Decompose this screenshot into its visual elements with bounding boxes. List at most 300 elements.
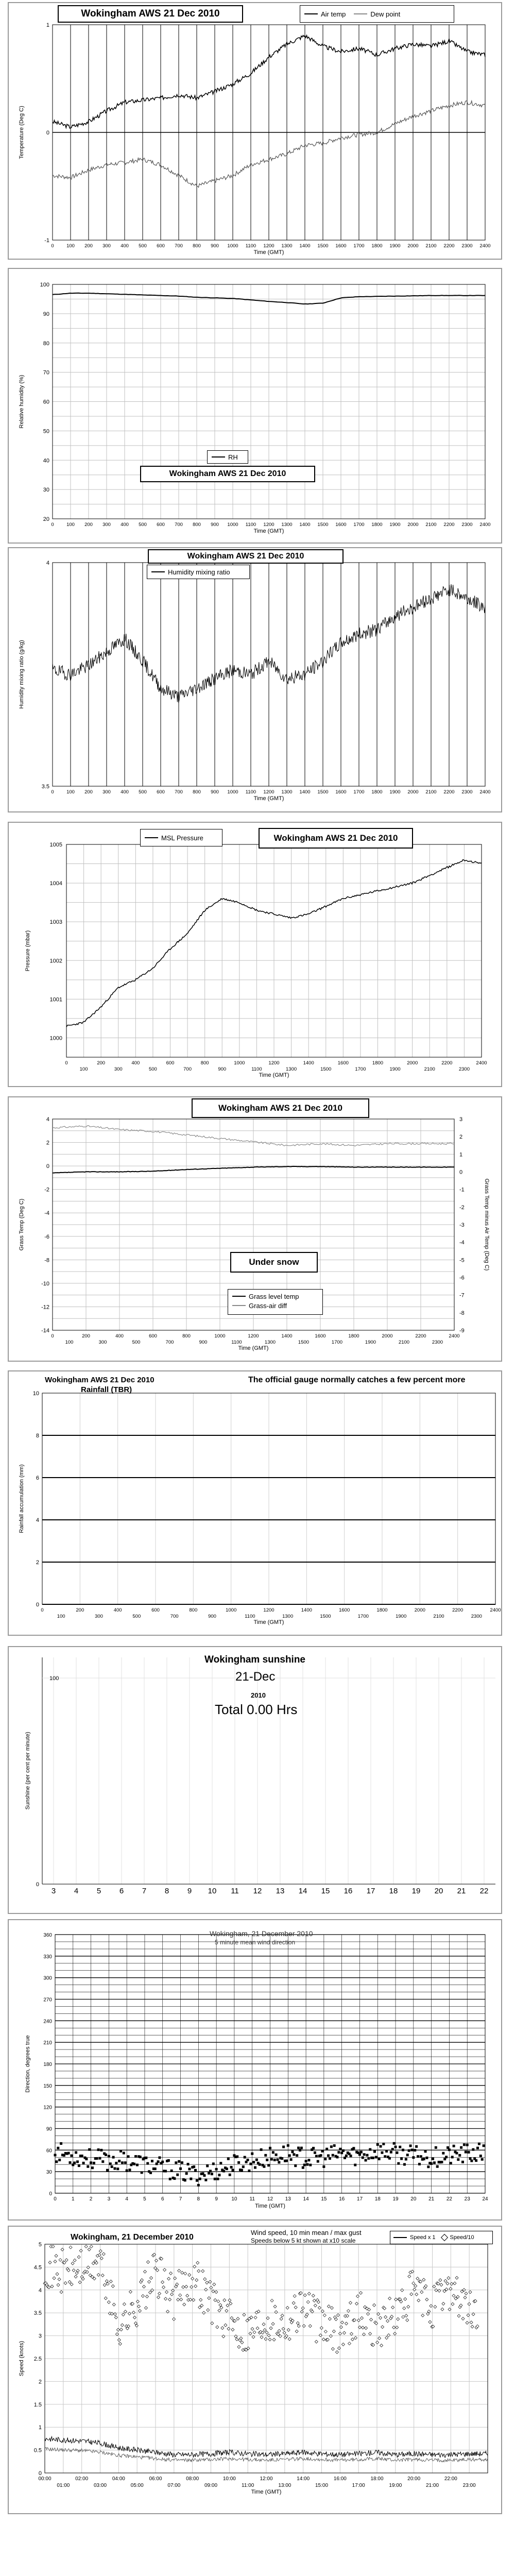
x-tick-label: 100 <box>66 789 75 795</box>
x-tick-label: 1000 <box>227 243 238 249</box>
x-tick-label: 1300 <box>286 1066 297 1072</box>
x-tick-label: 1500 <box>317 789 329 795</box>
gust-point <box>301 2307 304 2310</box>
y-tick-label: -10 <box>41 1280 49 1287</box>
humidity-legend <box>207 450 248 464</box>
wind-direction-point <box>296 2154 298 2157</box>
gust-point <box>338 2332 341 2335</box>
wind-direction-point <box>427 2165 430 2168</box>
x-tick-label: 1400 <box>299 789 311 795</box>
gust-point <box>183 2303 186 2306</box>
x-tick-label: 12 <box>267 2196 273 2202</box>
wind-speed-title: Wokingham, 21 December 2010 <box>71 2233 194 2242</box>
x-tick-label: 3 <box>51 1887 56 1895</box>
wind-direction-point <box>249 2163 252 2165</box>
gust-point <box>402 2315 405 2318</box>
y-tick-label: -12 <box>41 1304 49 1311</box>
x-tick-label: 4 <box>125 2196 128 2202</box>
x-tick-label: 21 <box>457 1887 466 1895</box>
gust-point <box>167 2277 170 2280</box>
gust-point <box>415 2293 418 2296</box>
legend-grass-level-temp: Grass level temp <box>249 1292 299 1300</box>
pressure-chart <box>9 823 501 1086</box>
gust-point <box>274 2311 278 2314</box>
wind-direction-point <box>305 2160 307 2162</box>
x-tick-label: 19:00 <box>389 2483 402 2488</box>
gust-point <box>455 2276 458 2279</box>
wind-direction-point <box>270 2158 273 2161</box>
sunshine-chart <box>9 1647 501 1913</box>
temperature-legend <box>300 5 454 23</box>
sunshine-year: 2010 <box>251 1691 266 1699</box>
gust-point <box>64 2281 67 2284</box>
wind-direction-point <box>396 2151 398 2154</box>
y-tick-label: 1 <box>46 22 49 28</box>
x-tick-label: 9 <box>187 1887 192 1895</box>
gust-point <box>267 2334 270 2337</box>
x-tick-label: 2200 <box>415 1333 426 1339</box>
legend-mixing-ratio: Humidity mixing ratio <box>168 568 230 576</box>
wind-speed-subtitle: Wind speed, 10 min mean / max gust <box>251 2229 362 2236</box>
wind-direction-point <box>457 2158 459 2161</box>
y-tick-label: 30 <box>46 2170 52 2176</box>
x-tick-label: 09:00 <box>204 2483 218 2488</box>
gust-point <box>146 2261 149 2264</box>
gust-point <box>50 2285 54 2288</box>
y-tick-label: 1001 <box>49 996 62 1003</box>
gust-point <box>376 2341 379 2344</box>
gust-point <box>256 2327 259 2330</box>
wind-direction-point <box>420 2155 422 2158</box>
wind-direction-point <box>68 2161 71 2164</box>
x-tick-label: 1900 <box>365 1340 376 1345</box>
x-tick-label: 1600 <box>335 243 347 249</box>
gust-point <box>169 2272 173 2275</box>
wind-direction-point <box>173 2177 176 2180</box>
x-tick-label: 2400 <box>449 1333 460 1339</box>
x-tick-label: 12:00 <box>260 2476 273 2482</box>
y2-tick-label: 2 <box>459 1134 463 1141</box>
wind-direction-point <box>288 2154 291 2157</box>
x-tick-label: 900 <box>211 789 219 795</box>
gust-point <box>136 2300 139 2303</box>
wind-direction-point <box>237 2161 240 2164</box>
x-tick-label: 03:00 <box>93 2483 107 2488</box>
wind-direction-point <box>105 2154 107 2156</box>
wind-direction-point <box>76 2160 79 2163</box>
gust-point <box>230 2316 233 2319</box>
wind-direction-point <box>476 2147 479 2149</box>
x-tick-label: 5 <box>143 2196 146 2202</box>
y2-tick-label: 3 <box>459 1116 463 1123</box>
gust-point <box>141 2294 144 2297</box>
wind-direction-point <box>112 2156 115 2159</box>
gust-point <box>145 2295 148 2298</box>
x-tick-label: 13 <box>285 2196 291 2202</box>
x-tick-label: 1700 <box>353 522 365 528</box>
wind-direction-point <box>251 2153 253 2155</box>
x-tick-label: 2200 <box>443 522 455 528</box>
gust-point <box>214 2299 217 2302</box>
x-tick-label: 10 <box>208 1887 217 1895</box>
x-tick-label: 200 <box>76 1607 84 1613</box>
y-tick-label: 150 <box>43 2083 52 2089</box>
gust-point <box>138 2309 141 2312</box>
wind-direction-point <box>332 2154 334 2157</box>
wind-direction-point <box>70 2155 73 2157</box>
y-tick-label: 1000 <box>49 1035 62 1042</box>
gust-point <box>243 2313 246 2316</box>
x-tick-label: 2200 <box>443 789 455 795</box>
temperature-chart <box>9 3 501 259</box>
gust-point <box>102 2252 105 2256</box>
wind-direction-point <box>327 2155 330 2157</box>
wind-direction-point <box>121 2161 124 2164</box>
x-axis-label: Time (GMT) <box>253 249 284 256</box>
wind-direction-point <box>97 2148 100 2151</box>
gust-point <box>269 2327 272 2330</box>
rainfall-subtitle: Rainfall (TBR) <box>81 1385 132 1394</box>
x-tick-label: 700 <box>165 1340 174 1345</box>
gust-point <box>349 2301 352 2304</box>
x-tick-label: 1300 <box>264 1340 276 1345</box>
gust-point <box>294 2306 297 2309</box>
gust-point <box>351 2338 354 2341</box>
wind-direction-point <box>230 2166 233 2168</box>
gust-point <box>65 2259 68 2262</box>
y-tick-label: 0 <box>49 2191 52 2197</box>
gust-point <box>144 2307 147 2310</box>
gust-point <box>202 2311 205 2314</box>
x-tick-label: 2100 <box>424 1066 435 1072</box>
y-axis-label: Pressure (mbar) <box>25 930 31 972</box>
x-tick-label: 200 <box>84 522 93 528</box>
gust-point <box>218 2309 221 2312</box>
x-tick-label: 1100 <box>245 243 256 249</box>
gust-point <box>435 2289 438 2292</box>
x-tick-label: 1700 <box>331 1340 343 1345</box>
x-tick-label: 400 <box>121 522 129 528</box>
wind-direction-point <box>54 2154 57 2156</box>
wind-direction-point <box>255 2159 258 2161</box>
wind-direction-point <box>329 2157 331 2160</box>
gust-point <box>79 2249 82 2252</box>
gust-point <box>84 2245 88 2248</box>
y-tick-label: 100 <box>49 1675 59 1682</box>
gust-point <box>227 2327 230 2330</box>
x-tick-label: 1700 <box>355 1066 366 1072</box>
wind-direction-point <box>435 2146 437 2149</box>
x-tick-label: 18:00 <box>370 2476 384 2482</box>
wind-direction-point <box>369 2148 371 2151</box>
gust-point <box>155 2259 158 2262</box>
gust-point <box>379 2316 382 2319</box>
wind-direction-point <box>190 2178 192 2180</box>
gust-point <box>224 2324 227 2327</box>
wind-direction-point <box>424 2150 427 2153</box>
gust-point <box>266 2316 269 2319</box>
x-tick-label: 100 <box>65 1340 74 1345</box>
x-tick-label: 2000 <box>407 243 419 249</box>
gust-point <box>293 2295 296 2298</box>
wind-direction-point <box>321 2150 323 2153</box>
under-snow-label: Under snow <box>230 1252 318 1273</box>
x-tick-label: 0 <box>51 243 54 249</box>
wind-direction-point <box>87 2165 89 2168</box>
wind-direction-point <box>455 2152 458 2155</box>
wind-direction-point <box>408 2149 410 2152</box>
x-tick-label: 2000 <box>407 1060 418 1066</box>
wind-direction-point <box>209 2170 212 2173</box>
x-tick-label: 1100 <box>231 1340 242 1345</box>
wind-direction-point <box>468 2151 470 2154</box>
x-tick-label: 1100 <box>251 1066 262 1072</box>
wind-direction-point <box>267 2164 270 2166</box>
x-tick-label: 2400 <box>479 522 491 528</box>
gust-point <box>68 2280 71 2283</box>
x-tick-label: 1900 <box>389 789 401 795</box>
y-tick-label: 2 <box>36 1560 39 1566</box>
mixing-ratio-title: Wokingham AWS 21 Dec 2010 <box>148 549 344 564</box>
wind-direction-point <box>178 2160 180 2163</box>
gust-point <box>205 2281 209 2284</box>
wind-direction-point <box>247 2159 249 2161</box>
x-tick-label: 1600 <box>315 1333 326 1339</box>
y-tick-label: 3.5 <box>41 784 49 790</box>
gust-point <box>362 2326 365 2329</box>
x-tick-label: 200 <box>82 1333 90 1339</box>
wind-direction-point <box>82 2162 85 2164</box>
y2-tick-label: -1 <box>459 1187 465 1193</box>
gust-point <box>365 2327 368 2330</box>
wind-direction-point <box>118 2160 121 2162</box>
y2-tick-label: -8 <box>459 1310 465 1316</box>
x-tick-label: 4 <box>74 1887 79 1895</box>
gust-point <box>461 2317 465 2320</box>
x-tick-label: 800 <box>193 522 201 528</box>
y-tick-label: 210 <box>43 2040 52 2046</box>
wind-direction-point <box>276 2158 279 2161</box>
x-axis-label: Time (GMT) <box>251 2489 282 2495</box>
x-tick-label: 600 <box>157 522 165 528</box>
mixing-ratio-legend <box>147 565 250 579</box>
y-tick-label: 1004 <box>49 880 62 887</box>
gust-point <box>221 2327 224 2330</box>
wind-direction-point <box>181 2161 183 2164</box>
x-tick-label: 900 <box>211 522 219 528</box>
x-tick-label: 300 <box>98 1340 107 1345</box>
legend-dew-point: Dew point <box>370 10 401 18</box>
gust-point <box>314 2304 317 2307</box>
gust-point <box>143 2270 146 2273</box>
gust-point <box>345 2322 348 2325</box>
gust-point <box>132 2311 135 2314</box>
wind-direction-point <box>402 2149 404 2151</box>
gust-point <box>177 2298 180 2301</box>
gust-point <box>425 2298 428 2301</box>
x-tick-label: 2300 <box>461 243 473 249</box>
gust-point <box>69 2246 72 2249</box>
wind-speed-chart <box>9 2227 501 2513</box>
wind-direction-point <box>337 2151 340 2154</box>
y2-axis-label: Grass Temp minus Air Temp (Deg C) <box>484 1178 490 1271</box>
x-tick-label: 400 <box>113 1607 122 1613</box>
wind-direction-point <box>252 2161 255 2163</box>
wind-direction-point <box>376 2143 379 2146</box>
x-tick-label: 2200 <box>452 1607 464 1613</box>
gust-point <box>380 2344 383 2347</box>
x-tick-label: 00:00 <box>38 2476 52 2482</box>
x-tick-label: 12 <box>253 1887 262 1895</box>
x-tick-label: 15 <box>321 2196 327 2202</box>
x-tick-label: 800 <box>193 243 201 249</box>
wind-direction-point <box>176 2174 179 2176</box>
wind-direction-point <box>325 2148 328 2150</box>
y-tick-label: 180 <box>43 2062 52 2067</box>
wind-direction-point <box>460 2146 462 2149</box>
gust-point <box>464 2296 467 2299</box>
gust-point <box>249 2332 252 2335</box>
wind-direction-panel <box>8 1919 502 2221</box>
y2-tick-label: -4 <box>459 1240 465 1246</box>
y-tick-label: 1 <box>38 2425 42 2431</box>
y-tick-label: 0.5 <box>33 2447 42 2454</box>
x-tick-label: 600 <box>157 789 165 795</box>
x-tick-label: 700 <box>175 789 183 795</box>
gust-point <box>446 2282 449 2285</box>
humidity-panel <box>8 268 502 544</box>
gust-point <box>251 2327 254 2330</box>
y-tick-label: 300 <box>43 1975 52 1981</box>
x-tick-label: 600 <box>157 243 165 249</box>
sunshine-title: Wokingham sunshine <box>204 1654 306 1665</box>
x-tick-label: 14 <box>298 1887 307 1895</box>
y-tick-label: 1005 <box>49 842 62 848</box>
y-tick-label: 1002 <box>49 958 62 964</box>
gust-point <box>442 2302 445 2306</box>
gust-point <box>241 2341 244 2344</box>
y-tick-label: 40 <box>43 457 49 464</box>
x-tick-label: 2300 <box>458 1066 470 1072</box>
wind-direction-point <box>415 2145 418 2148</box>
wind-direction-point <box>264 2154 267 2157</box>
y-tick-label: 2 <box>46 1140 49 1146</box>
wind-direction-point <box>418 2163 421 2165</box>
gust-point <box>170 2293 174 2296</box>
x-tick-label: 2300 <box>461 522 473 528</box>
wind-direction-point <box>185 2172 188 2175</box>
y-tick-label: -1 <box>44 238 49 244</box>
gust-point <box>88 2248 91 2251</box>
x-tick-label: 5 <box>96 1887 101 1895</box>
x-tick-label: 800 <box>182 1333 191 1339</box>
legend-air-temp: Air temp <box>321 10 346 18</box>
wind-direction-point <box>161 2161 164 2163</box>
x-tick-label: 9 <box>215 2196 218 2202</box>
gust-point <box>226 2304 229 2307</box>
x-tick-label: 1800 <box>371 789 383 795</box>
x-tick-label: 1500 <box>317 243 329 249</box>
gust-point <box>332 2330 335 2333</box>
gust-point <box>119 2328 123 2331</box>
wind-direction-point <box>440 2161 443 2163</box>
wind-direction-point <box>394 2146 397 2148</box>
wind-direction-point <box>385 2150 388 2153</box>
x-tick-label: 1800 <box>372 1060 384 1066</box>
gust-point <box>72 2269 75 2272</box>
wind-direction-point <box>303 2164 306 2166</box>
gust-point <box>180 2298 183 2301</box>
gust-point <box>260 2335 263 2338</box>
x-tick-label: 700 <box>175 243 183 249</box>
gust-point <box>114 2316 117 2319</box>
gust-point <box>416 2277 419 2280</box>
gust-point <box>313 2299 316 2302</box>
gust-point <box>363 2333 366 2336</box>
x-tick-label: 1200 <box>268 1060 280 1066</box>
y2-tick-label: -3 <box>459 1222 465 1228</box>
wind-direction-point <box>481 2158 484 2161</box>
wind-direction-point <box>425 2157 428 2159</box>
gust-point <box>336 2314 339 2317</box>
wind-direction-point <box>151 2160 153 2162</box>
x-tick-label: 1200 <box>263 789 274 795</box>
gust-point <box>346 2314 349 2317</box>
gust-point <box>128 2312 131 2315</box>
wind-direction-point <box>88 2148 91 2151</box>
x-tick-label: 200 <box>84 243 93 249</box>
gust-point <box>312 2294 315 2297</box>
wind-direction-point <box>290 2158 293 2161</box>
x-tick-label: 100 <box>66 243 75 249</box>
x-tick-label: 300 <box>102 243 111 249</box>
gust-point <box>396 2326 399 2329</box>
gust-point <box>308 2325 312 2328</box>
wind-direction-point <box>287 2144 289 2147</box>
wind-direction-point <box>232 2169 234 2172</box>
gust-point <box>329 2334 332 2337</box>
wind-direction-point <box>330 2145 333 2148</box>
gust-point <box>373 2303 376 2307</box>
wind-speed-subtitle2: Speeds below 5 kt shown at x10 scale <box>251 2237 356 2244</box>
wind-direction-point <box>175 2161 177 2164</box>
wind-direction-point <box>127 2155 130 2158</box>
x-tick-label: 1200 <box>263 1607 274 1613</box>
wind-direction-point <box>458 2154 461 2157</box>
x-tick-label: 500 <box>132 1614 141 1619</box>
x-tick-label: 500 <box>139 522 147 528</box>
gust-point <box>354 2336 357 2340</box>
x-tick-label: 1100 <box>245 789 256 795</box>
gust-point <box>405 2314 408 2317</box>
wind-direction-point <box>57 2147 59 2149</box>
gust-point <box>355 2302 358 2305</box>
gust-point <box>52 2245 55 2248</box>
wind-direction-point <box>81 2155 83 2157</box>
gust-point <box>452 2294 455 2297</box>
x-tick-label: 800 <box>200 1060 209 1066</box>
wind-direction-point <box>167 2159 170 2162</box>
y-tick-label: 20 <box>43 516 49 522</box>
wind-direction-point <box>272 2151 274 2154</box>
wind-direction-point <box>141 2171 143 2174</box>
sunshine-date: 21-Dec <box>235 1670 276 1684</box>
gust-point <box>235 2338 238 2341</box>
gust-point <box>101 2274 104 2277</box>
wind-direction-point <box>333 2144 336 2147</box>
x-tick-label: 14:00 <box>297 2476 310 2482</box>
gust-point <box>207 2309 210 2312</box>
